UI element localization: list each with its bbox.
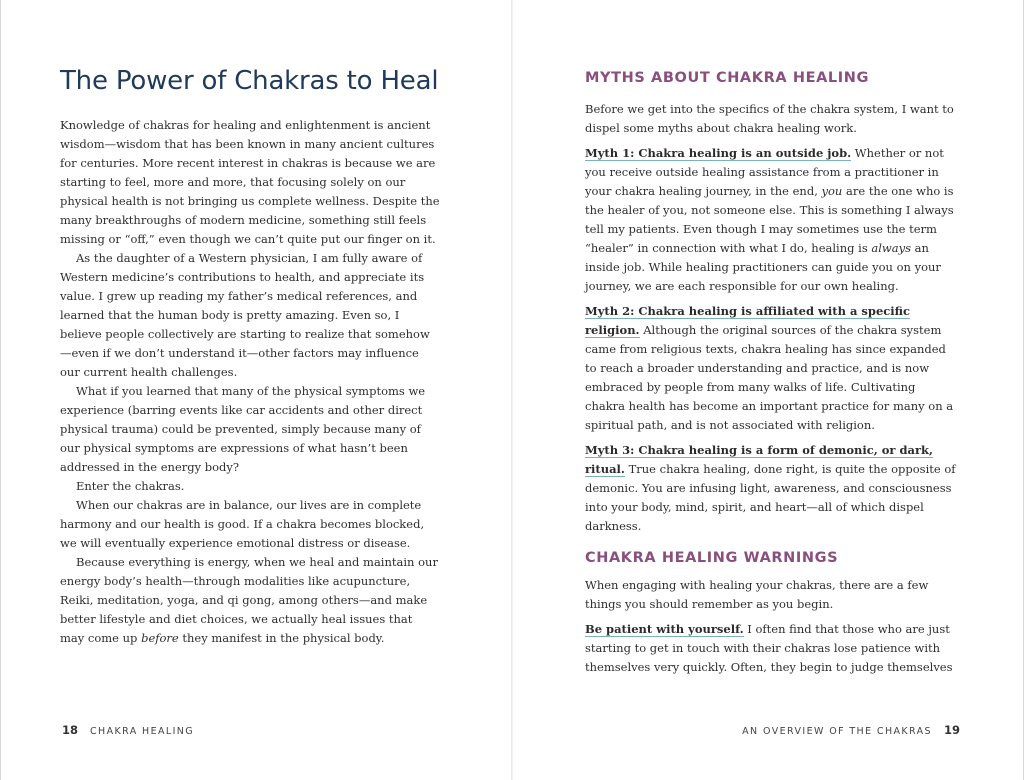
emphasis: you xyxy=(821,184,843,198)
paragraph: What if you learned that many of the physical symptoms we experience (barring events like car accidents and other direct physical trauma) could be prevented, simply because many of our physical symptoms are expressions of what hasn’t been addressed in the energy body? xyxy=(60,384,426,474)
folio-left xyxy=(62,723,194,737)
book-gutter xyxy=(511,0,513,780)
myth-paragraph xyxy=(585,144,957,296)
myth-paragraph xyxy=(585,441,957,536)
paragraph-text: are the one who is the healer of you, not someone else. This is something I always tell my patients. Even though I may sometimes use the term “healer” in connection with what I do, healing is xyxy=(585,184,954,255)
running-head: AN OVERVIEW OF THE CHAKRAS xyxy=(742,726,932,737)
page-number: 18 xyxy=(62,723,79,737)
paragraph-text: Because everything is energy, when we heal and maintain our energy body’s health—through modalities like acupuncture, Reiki, meditation, yoga, and qi gong, among others—and make better lifestyle and diet choices, we actually heal issues that may come up xyxy=(60,555,438,645)
paragraph: Knowledge of chakras for healing and enlightenment is ancient wisdom—wisdom that has been known in many ancient cultures for centuries. More recent interest in chakras is because we are starting to feel, more and more, that focusing solely on our physical health is not bringing us complete wellness. Despite the many breakthroughs of modern medicine, something still feels missing or “off,” even though we can’t quite put our finger on it. xyxy=(60,118,440,246)
running-head: CHAKRA HEALING xyxy=(90,726,195,737)
page-number: 19 xyxy=(943,723,960,737)
emphasis: before xyxy=(141,631,179,645)
paragraph: When engaging with healing your chakras, there are a few things you should remember as you begin. xyxy=(585,578,929,611)
section-heading-myths: MYTHS ABOUT CHAKRA HEALING xyxy=(585,70,869,86)
left-page xyxy=(60,0,440,780)
paragraph-text: Although the original sources of the chakra system came from religious texts, chakra healing has since expanded to reach a broader understanding and practice, and is now embraced by people from many walks of life. Cultivating chakra health has become an important practice for many on a spiritual path, and is not associated with religion. xyxy=(585,323,954,432)
paragraph: Enter the chakras. xyxy=(76,479,185,493)
section-heading-warnings: CHAKRA HEALING WARNINGS xyxy=(585,550,839,566)
paragraph-text: I often find that those who are just starting to get in touch with their chakras lose patience with themselves very quickly. Often, they begin to judge themselves xyxy=(585,622,953,674)
myth-lead: Myth 3: Chakra healing is a form of demonic, or dark, ritual. xyxy=(585,443,934,476)
warning-lead: Be patient with yourself. xyxy=(585,622,744,636)
right-page xyxy=(585,0,957,780)
paragraph-text: True chakra healing, done right, is quite the opposite of demonic. You are infusing light, awareness, and consciousness into your body, mind, spirit, and heart—all of which dispel darkness. xyxy=(585,462,956,533)
myth-paragraph xyxy=(585,302,957,435)
left-body-text xyxy=(60,116,440,648)
paragraph-text: an inside job. While healing practitioners can guide you on your journey, we are each responsible for our own healing. xyxy=(585,241,941,293)
page-edge-left xyxy=(0,0,1,780)
myth-lead: Myth 2: Chakra healing is affiliated with a specific religion. xyxy=(585,304,910,337)
right-body-text xyxy=(585,100,957,677)
chapter-title: The Power of Chakras to Heal xyxy=(60,66,439,96)
paragraph-text: Whether or not you receive outside healing assistance from a practitioner in your chakra healing journey, in the end, xyxy=(585,146,944,198)
emphasis: always xyxy=(871,241,912,255)
warning-paragraph xyxy=(585,620,957,677)
paragraph: When our chakras are in balance, our lives are in complete harmony and our health is good. If a chakra becomes blocked, we will eventually experience emotional distress or disease. xyxy=(60,498,425,550)
paragraph xyxy=(60,553,440,648)
folio-right xyxy=(742,723,960,737)
paragraph: As the daughter of a Western physician, I am fully aware of Western medicine’s contributions to health, and appreciate its value. I grew up reading my father’s medical references, and learned that the human body is pretty amazing. Even so, I believe people collectively are starting to realize that somehow—even if we don’t understand it—other factors may influence our current health challenges. xyxy=(60,251,430,379)
paragraph: Before we get into the specifics of the chakra system, I want to dispel some myths about chakra healing work. xyxy=(585,102,954,135)
myth-lead: Myth 1: Chakra healing is an outside job. xyxy=(585,146,852,160)
paragraph-text: they manifest in the physical body. xyxy=(178,631,385,645)
